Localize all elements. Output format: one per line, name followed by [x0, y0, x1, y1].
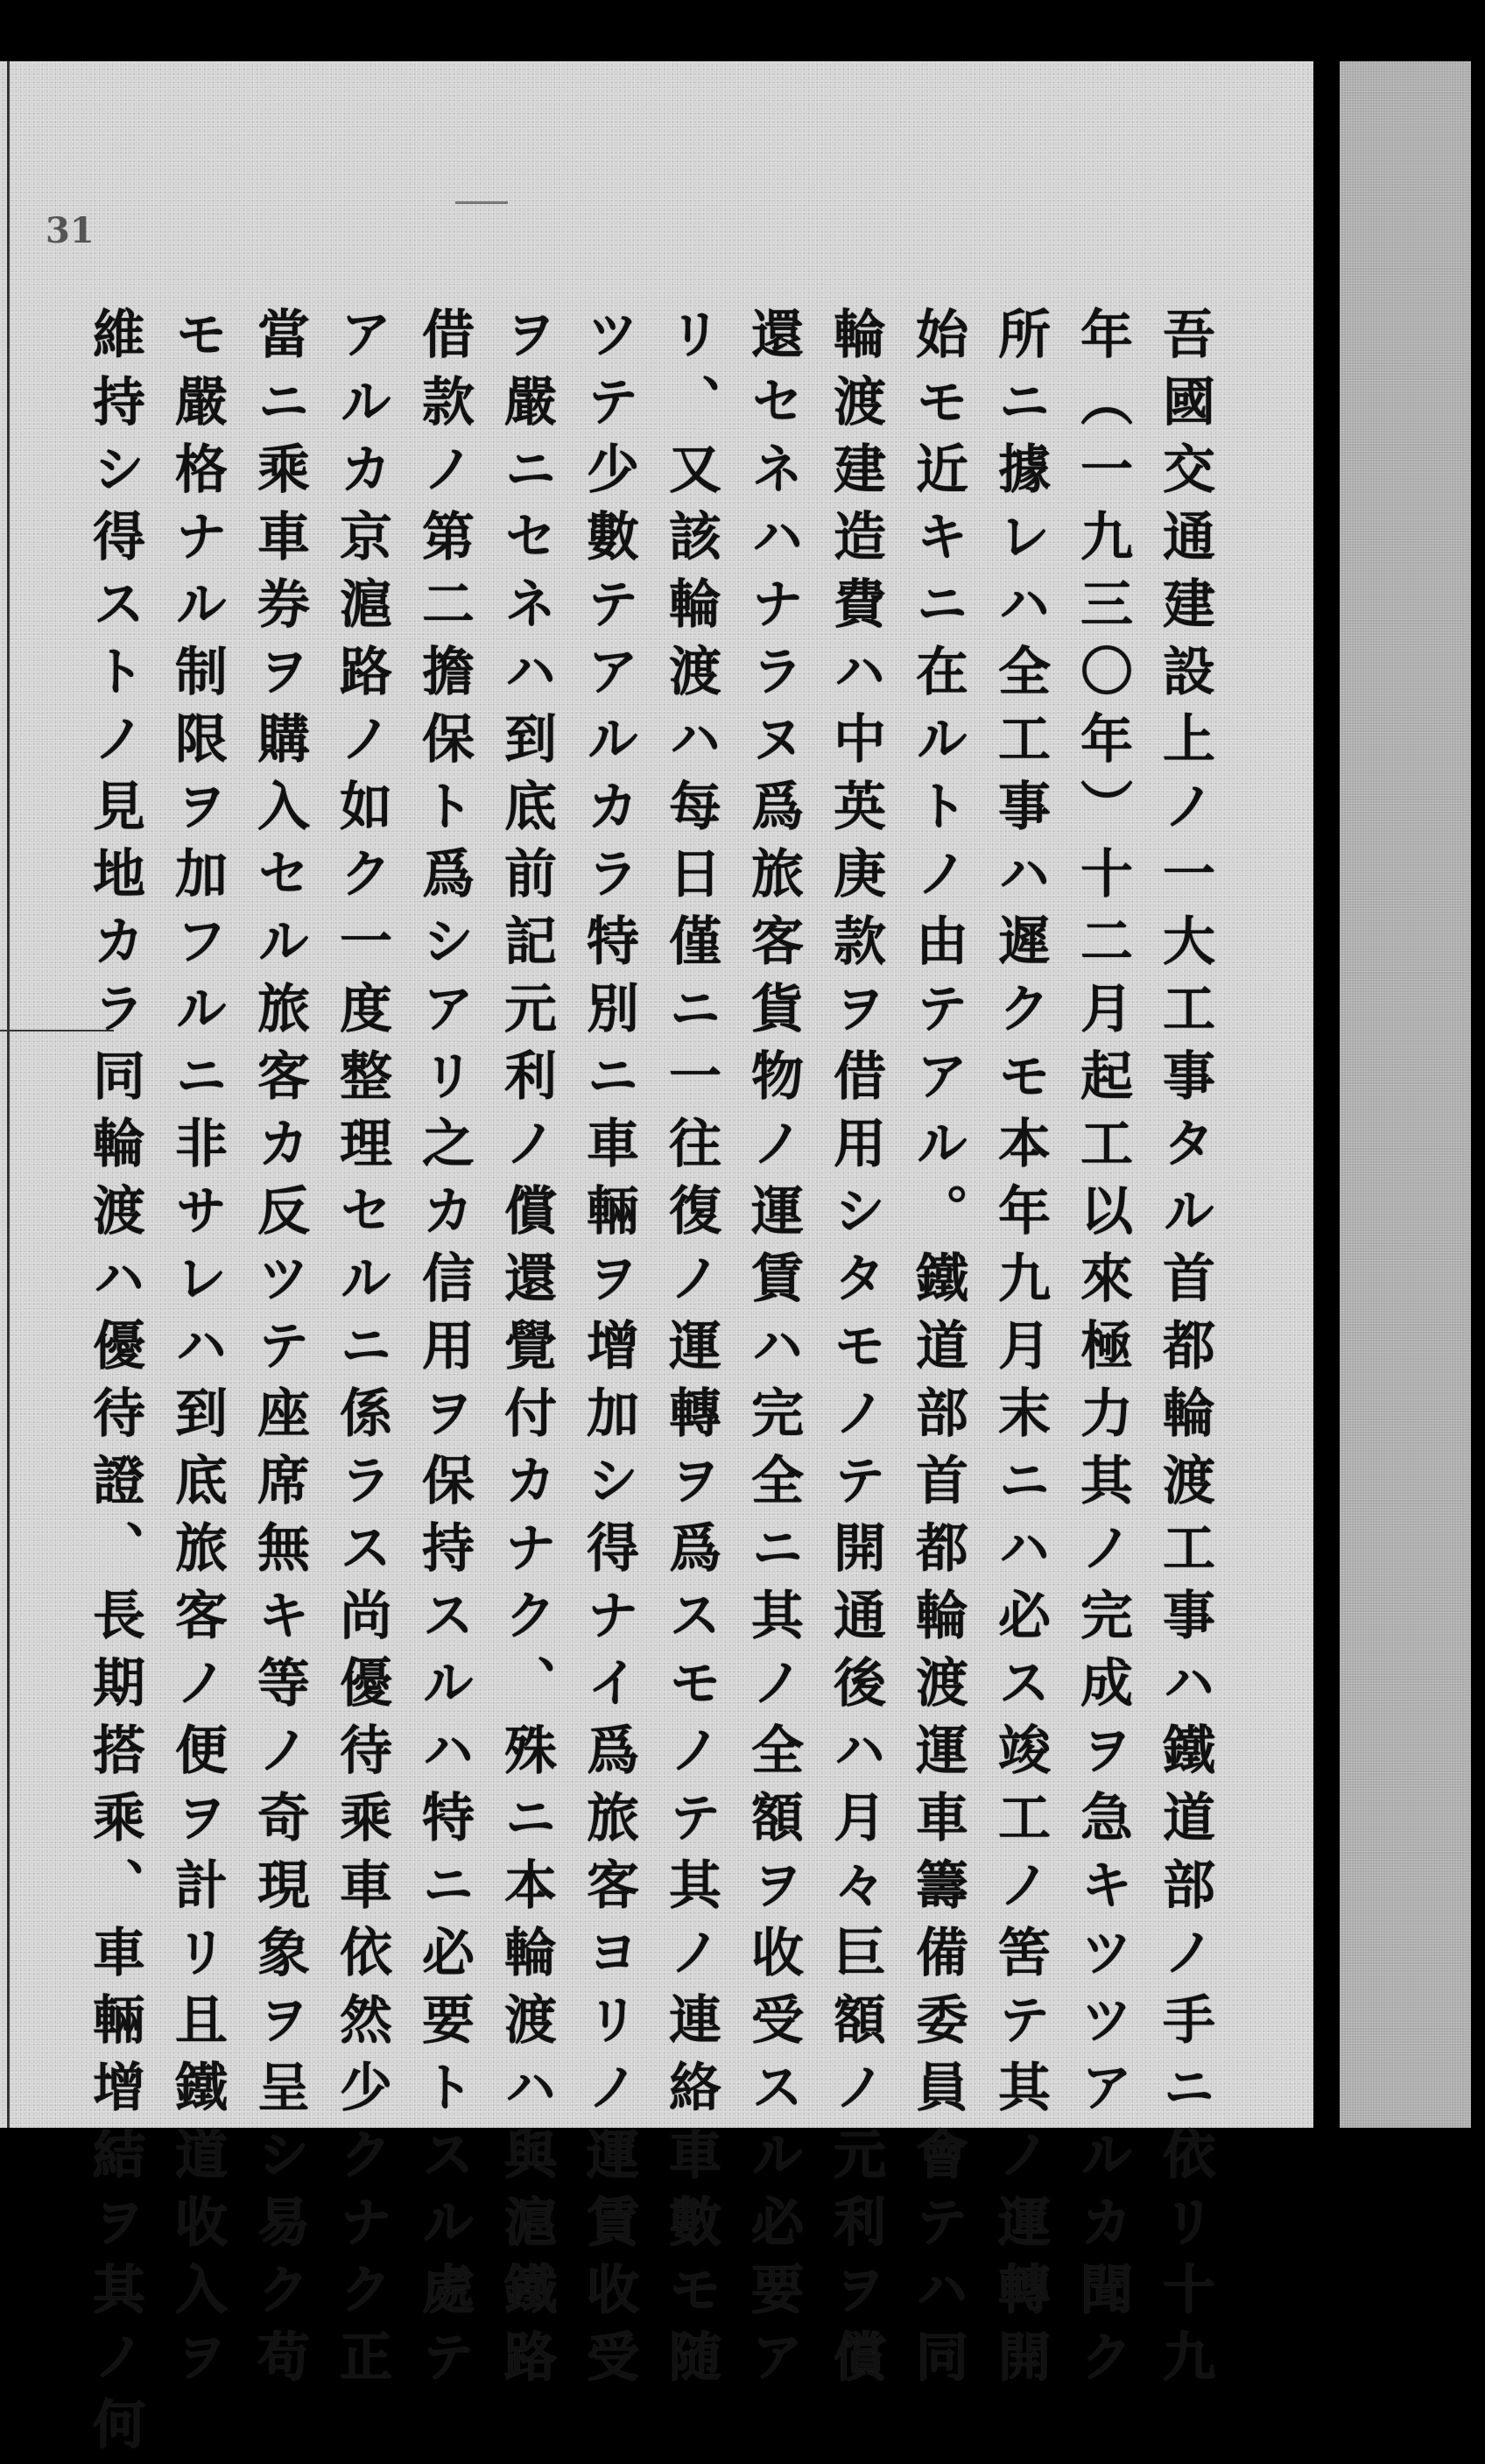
- adjacent-page-edge: [1340, 61, 1471, 2128]
- left-page-rule: [7, 61, 10, 2128]
- body-text: [84, 306, 1226, 2464]
- text-line: 借款ノ第二擔保ト爲シアリ之カ信用ヲ保持スルハ特ニ必要トスル處テ: [413, 306, 475, 2397]
- binding-gutter: [1313, 61, 1340, 2128]
- text-line: 當ニ乘車券ヲ購入セル旅客カ反ツテ座席無キ等ノ奇現象ヲ呈シ易ク苟: [249, 306, 310, 2397]
- text-line: モ嚴格ナル制限ヲ加フルニ非サレハ到底旅客ノ便ヲ計リ且鐵道收入ヲ: [166, 306, 228, 2397]
- text-line: 維持シ得ストノ見地カラ同輪渡ハ優待證、長期搭乘、車輛增結ヲ其ノ何: [84, 306, 145, 2464]
- text-line: 吾國交通建設上ノ一大工事タル首都輪渡工事ハ鐵道部ノ手ニ依リ十九: [1154, 306, 1215, 2397]
- page-number: 31: [46, 210, 95, 251]
- text-line: 輪渡建造費ハ中英庚款ヲ借用シタモノテ開通後ハ月々巨額ノ元利ヲ償: [825, 306, 886, 2397]
- text-line: 年（一九三〇年）十二月起工以來極力其ノ完成ヲ急キツツアルカ聞ク: [1072, 306, 1133, 2397]
- text-line: 始モ近キニ在ルトノ由テアル。鐵道部首都輪渡運車籌備委員會テハ同: [907, 306, 968, 2397]
- text-line: 所ニ據レハ全工事ハ遲クモ本年九月末ニハ必ス竣工ノ筈テ其ノ運轉開: [989, 306, 1051, 2397]
- text-line: 還セネハナラヌ爲旅客貨物ノ運賃ハ完全ニ其ノ全額ヲ收受スル必要ア: [742, 306, 804, 2397]
- text-line: ツテ少數テアルカラ特別ニ車輛ヲ增加シ得ナイ爲旅客ヨリノ運賃收受: [578, 306, 639, 2397]
- text-line: リ、又該輪渡ハ每日僅ニ一往復ノ運轉ヲ爲スモノテ其ノ連絡車數モ随: [660, 306, 721, 2397]
- text-line: ヲ嚴ニセネハ到底前記元利ノ償還覺付カナク、殊ニ本輪渡ハ與滬鐵路: [496, 306, 557, 2397]
- text-line: アルカ京滬路ノ如ク一度整理セルニ係ラス尚優待乘車依然少クナク正: [331, 306, 392, 2397]
- header-mark: [455, 201, 508, 204]
